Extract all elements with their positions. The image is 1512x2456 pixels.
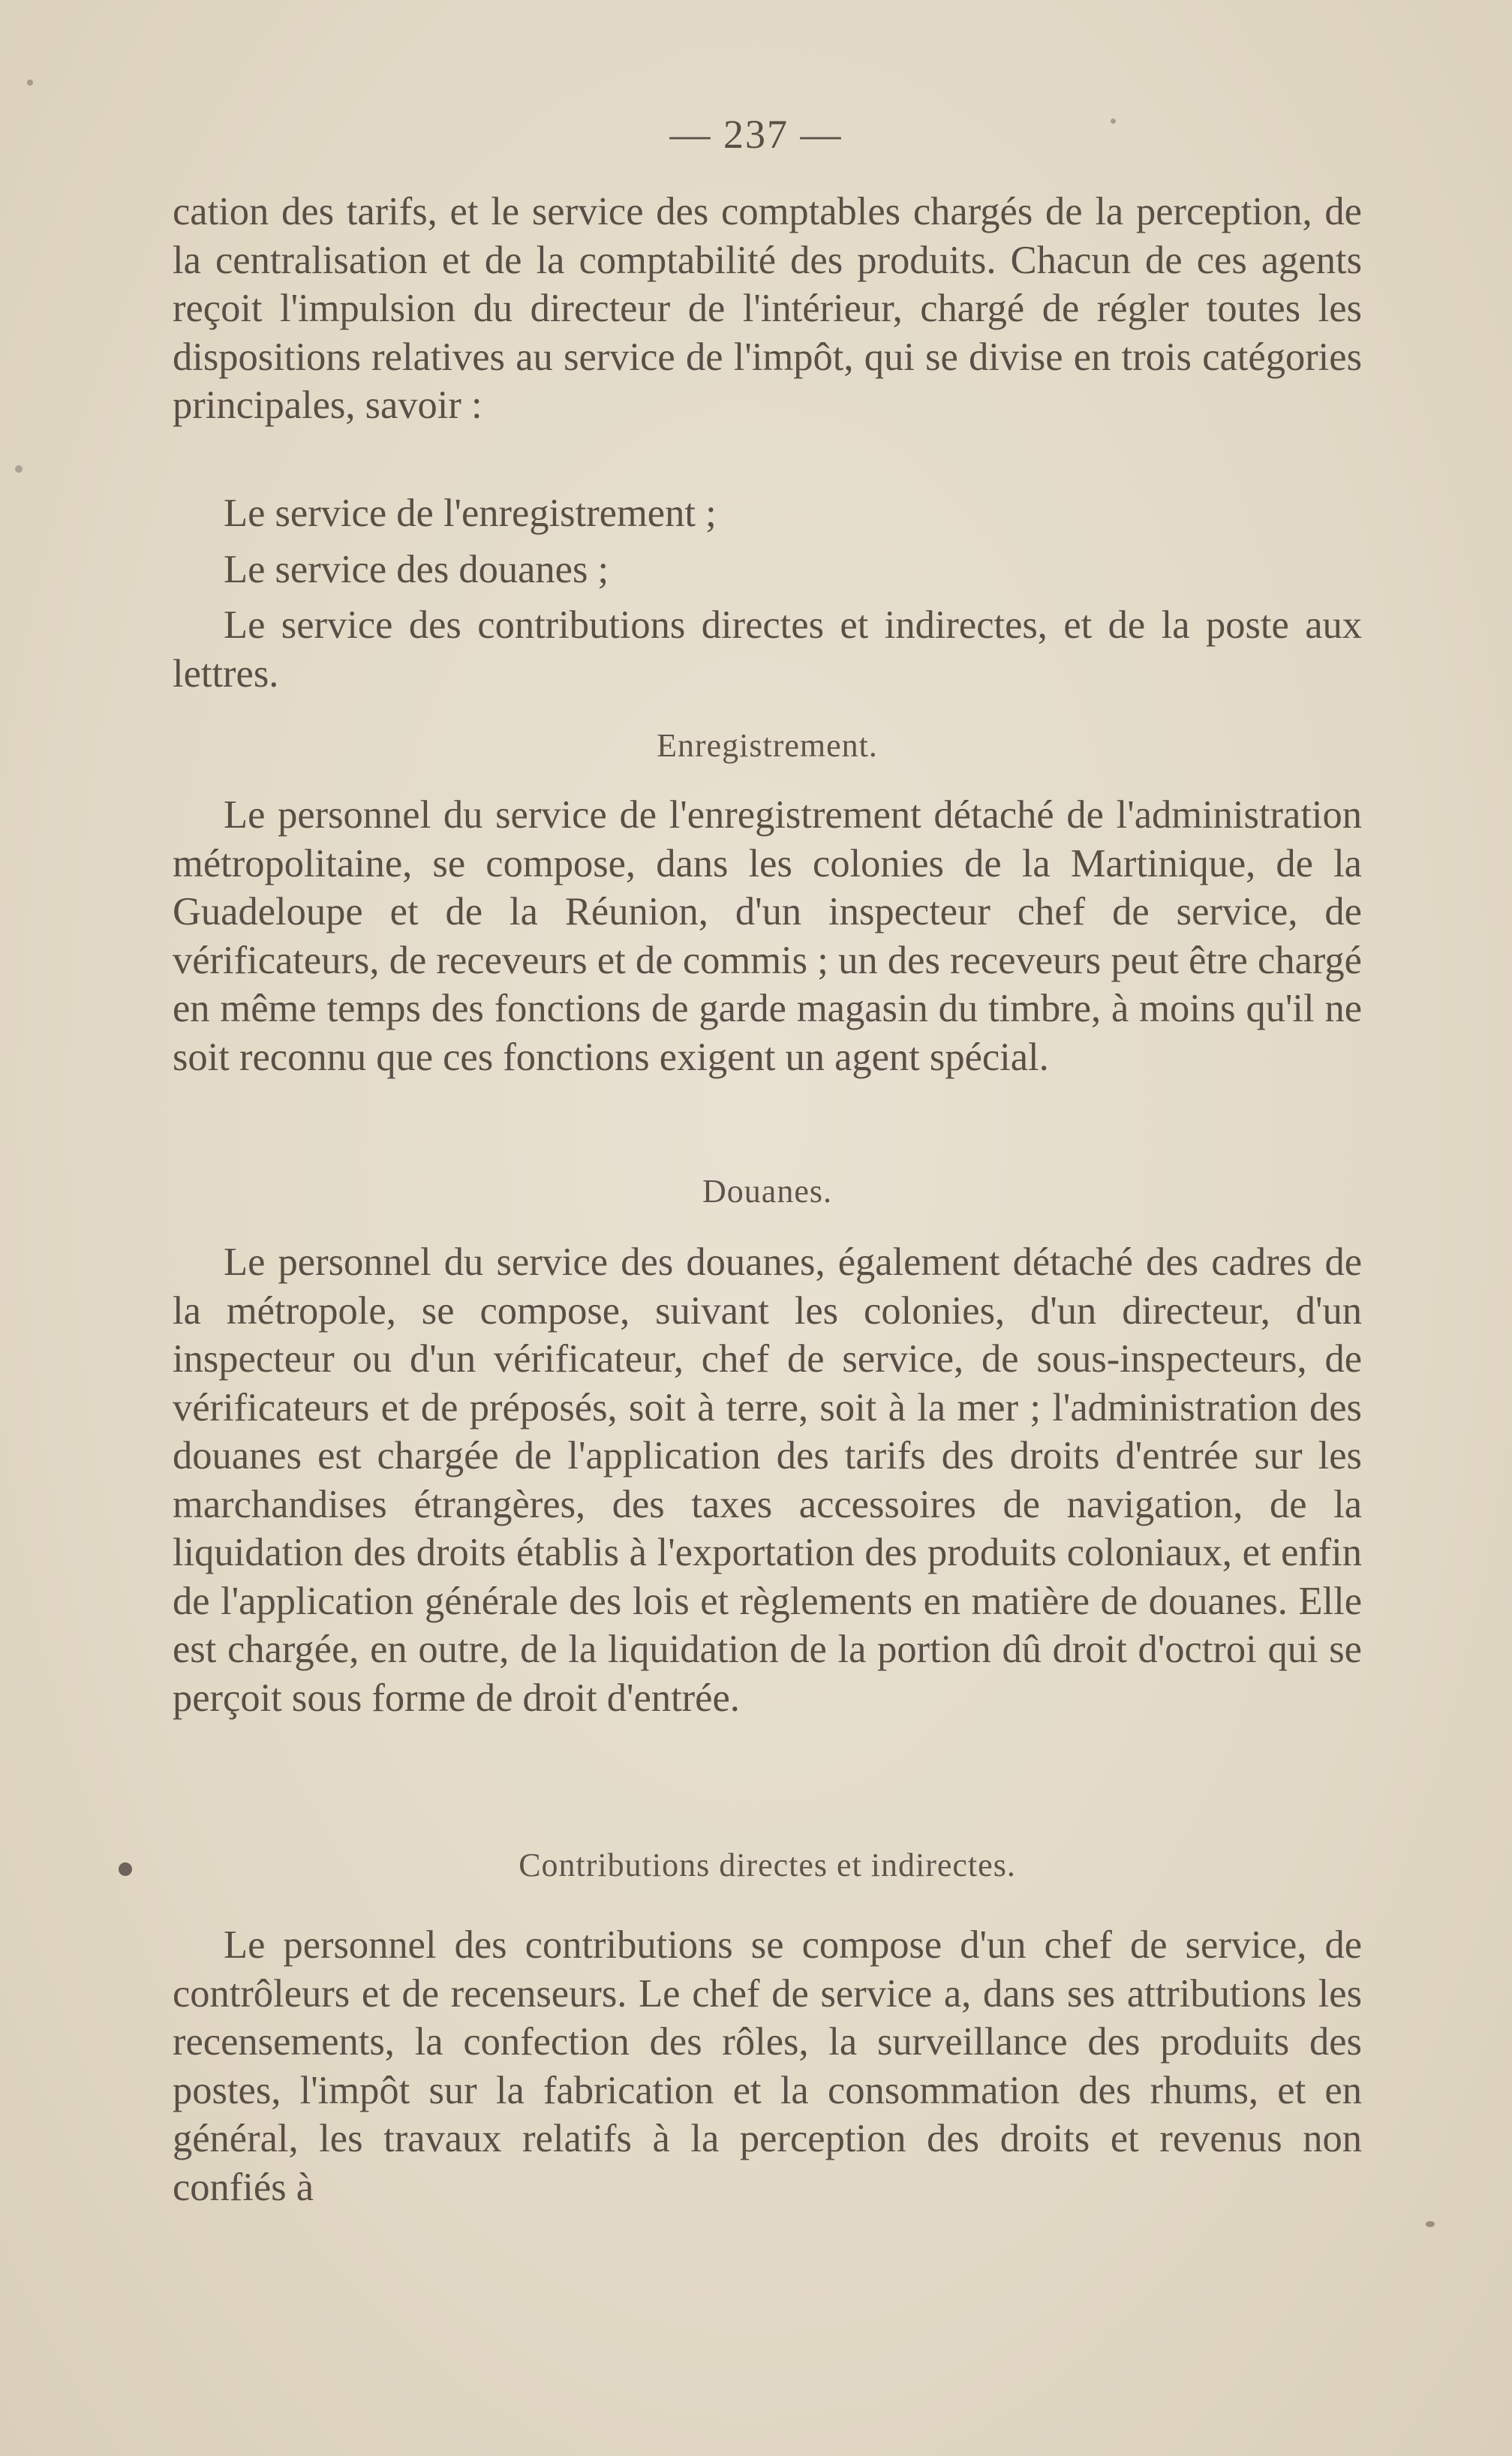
list-item: Le service des douanes ; bbox=[224, 547, 609, 591]
page-number: — 237 — bbox=[669, 112, 843, 157]
ink-speck bbox=[1426, 2221, 1435, 2227]
section-enregistrement bbox=[173, 726, 1362, 765]
section-paragraph: Le personnel du service des douanes, également détaché des cadres de la métropole, se compose, suivant les colonies, d'un directeur, d'un inspecteur ou d'un vérificateur, chef de service, de sous-inspecteurs, de vérificateurs et de préposés, soit à terre, soit à la mer ; l'administration des douanes est chargée de l'application des tarifs des droits d'entrée sur les marchandises étrangères, des taxes accessoires de navigation, de la liquidation des droits établis à l'exportation des produits coloniaux, et enfin de l'application générale des lois et règlements en matière de douanes. Elle est chargée, en outre, de la liquidation de la portion dû droit d'octroi qui se perçoit sous forme de droit d'entrée. bbox=[173, 1240, 1362, 1720]
section-douanes-body bbox=[173, 1238, 1362, 1722]
intro-block bbox=[173, 188, 1362, 430]
section-heading: Douanes. bbox=[702, 1173, 832, 1210]
section-contributions bbox=[173, 1846, 1362, 1884]
list-item: Le service des contributions directes et indirectes, et de la poste aux lettres. bbox=[173, 603, 1362, 696]
ink-speck bbox=[15, 465, 23, 473]
section-contributions-body bbox=[173, 1921, 1362, 2211]
section-douanes bbox=[173, 1172, 1362, 1210]
category-list bbox=[173, 489, 1362, 698]
list-item: Le service de l'enregistrement ; bbox=[224, 492, 717, 535]
ink-speck bbox=[27, 80, 33, 86]
ink-speck bbox=[1111, 119, 1116, 124]
section-paragraph: Le personnel des contributions se compose d'un chef de service, de contrôleurs et de recenseurs. Le chef de service a, dans ses attributions les recensements, la confection des rôles, la surveillance des produits des postes, l'impôt sur la fabrication et la consommation des rhums, et en général, les travaux relatifs à la perception des droits et revenus non confiés à bbox=[173, 1923, 1362, 2209]
intro-paragraph: cation des tarifs, et le service des comptables chargés de la perception, de la centralisation et de la comptabilité des produits. Chacun de ces agents reçoit l'impulsion du directeur de l'intérieur, chargé de régler toutes les dispositions relatives au service de l'impôt, qui se divise en trois catégories principales, savoir : bbox=[173, 190, 1362, 427]
section-heading: Enregistrement. bbox=[657, 727, 878, 764]
section-heading: Contributions directes et indirectes. bbox=[519, 1847, 1016, 1883]
section-paragraph: Le personnel du service de l'enregistrement détaché de l'administration métropolitaine, se compose, dans les colonies de la Martinique, de la Guadeloupe et de la Réunion, d'un inspecteur chef de service, de vérificateurs, de receveurs et de commis ; un des receveurs peut être chargé en même temps des fonctions de garde magasin du timbre, à moins qu'il ne soit reconnu que ces fonctions exigent un agent spécial. bbox=[173, 793, 1362, 1079]
section-enregistrement-body bbox=[173, 791, 1362, 1081]
ink-speck bbox=[119, 1862, 132, 1876]
